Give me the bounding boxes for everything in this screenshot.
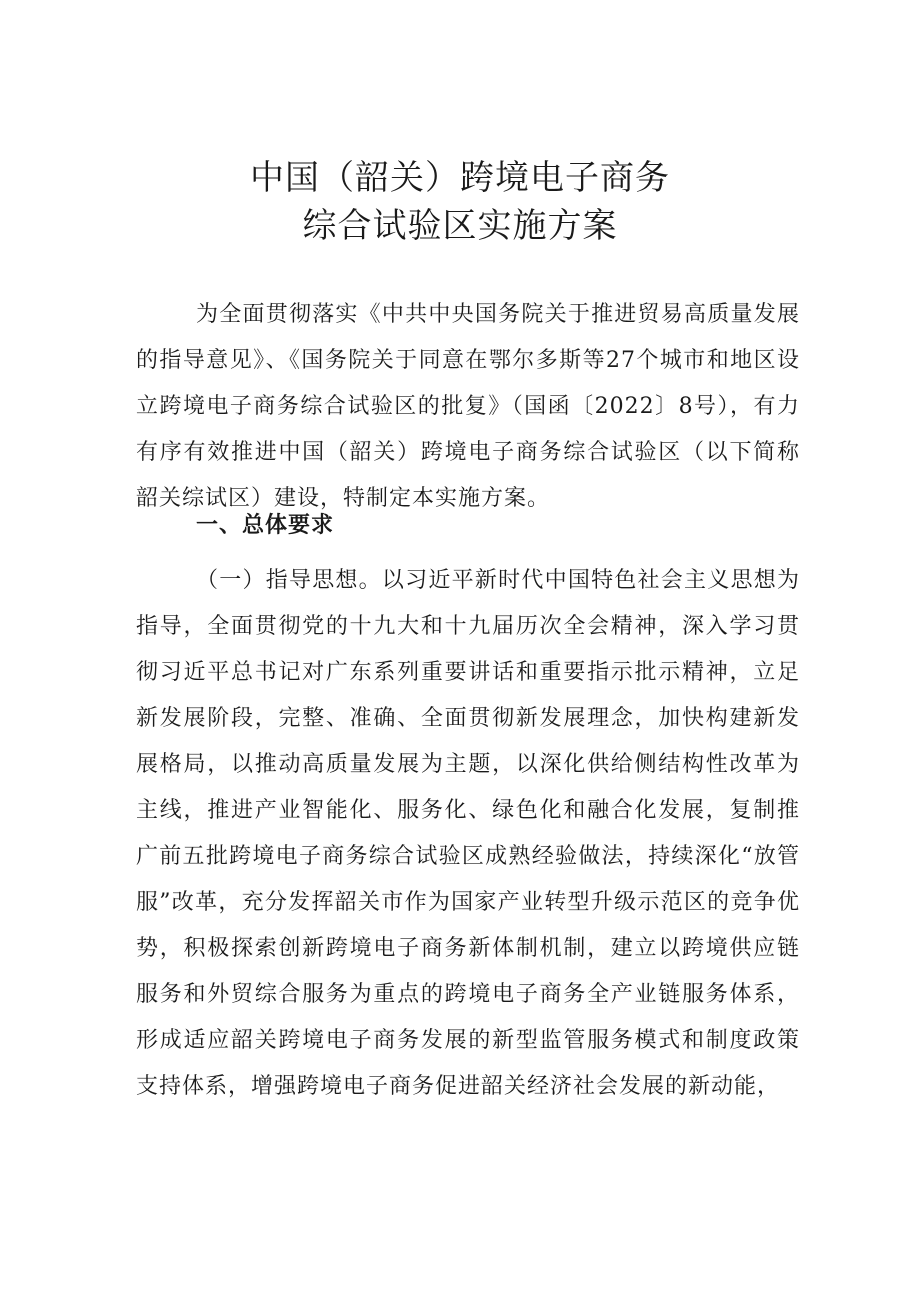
- document-title-line-2: 综合试验区实施方案: [302, 206, 618, 246]
- guiding-ideology-paragraph: （一）指导思想。以习近平新时代中国特色社会主义思想为指导，全面贯彻党的十九大和十九届历次全会精神，深入学习贯彻习近平总书记对广东系列重要讲话和重要指示批示精神，立足新发展阶段，完整、准确、全面贯彻新发展理念，加快构建新发展格局，以推动高质量发展为主题，以深化供给侧结构性改革为主线，推进产业智能化、服务化、绿色化和融合化发展，复制推广前五批跨境电子商务综合试验区成熟经验做法，持续深化“放管服”改革，充分发挥韶关市作为国家产业转型升级示范区的竞争优势，积极探索创新跨境电子商务新体制机制，建立以跨境供应链服务和外贸综合服务为重点的跨境电子商务全产业链服务体系，形成适应韶关跨境电子商务发展的新型监管服务模式和制度政策支持体系，增强跨境电子商务促进韶关经济社会发展的新动能，: [136, 568, 800, 1099]
- document-title-line-1: 中国（韶关）跨境电子商务: [250, 158, 670, 198]
- section-heading-general-requirements: 一、总体要求: [196, 513, 335, 538]
- intro-paragraph: 为全面贯彻落实《中共中央国务院关于推进贸易高质量发展的指导意见》、《国务院关于同意在鄂尔多斯等27个城市和地区设立跨境电子商务综合试验区的批复》（国函〔2022〕8号），有力有序有效推进中国（韶关）跨境电子商务综合试验区（以下简称韶关综试区）建设，特制定本实施方案。: [136, 302, 800, 511]
